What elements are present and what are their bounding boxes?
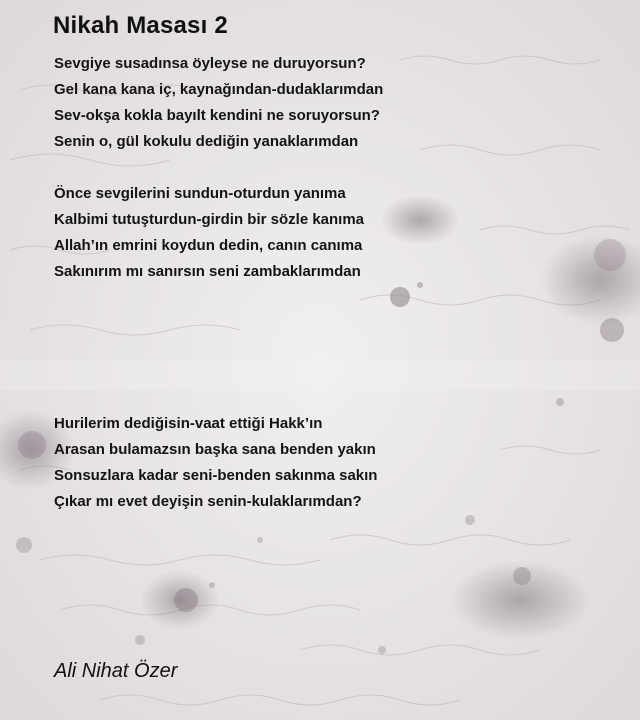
poem-line: Kalbimi tutuşturdun-girdin bir sözle kanıma (54, 211, 365, 228)
poem-line: Senin o, gül kokulu dediğin yanaklarımdan (54, 133, 359, 150)
poem-line: Allah’ın emrini koydun dedin, canın canıma (54, 237, 363, 254)
poem-line: Sonsuzlara kadar seni-benden sakınma sakın (54, 467, 378, 484)
poem-line: Sakınırım mı sanırsın seni zambaklarımdan (54, 263, 361, 280)
poem-line: Sevgiye susadınsa öyleyse ne duruyorsun? (54, 55, 366, 72)
poem-line: Gel kana kana iç, kaynağından-dudaklarımdan (54, 81, 384, 98)
poem-line: Arasan bulamazsın başka sana benden yakın (54, 441, 376, 458)
stanza-2 (54, 181, 364, 285)
poem-line: Önce sevgilerini sundun-oturdun yanıma (54, 185, 346, 202)
poem-line: Hurilerim dediğisin-vaat ettiği Hakk’ın (54, 415, 323, 432)
poem-author: Ali Nihat Özer (54, 660, 178, 682)
poem-title: Nikah Masası 2 (53, 12, 228, 39)
stanza-3 (54, 411, 377, 515)
poem-line: Çıkar mı evet deyişin senin-kulaklarımdan? (54, 493, 362, 510)
stanza-1 (54, 51, 383, 155)
poem-line: Sev-okşa kokla bayılt kendini ne soruyorsun? (54, 107, 380, 124)
